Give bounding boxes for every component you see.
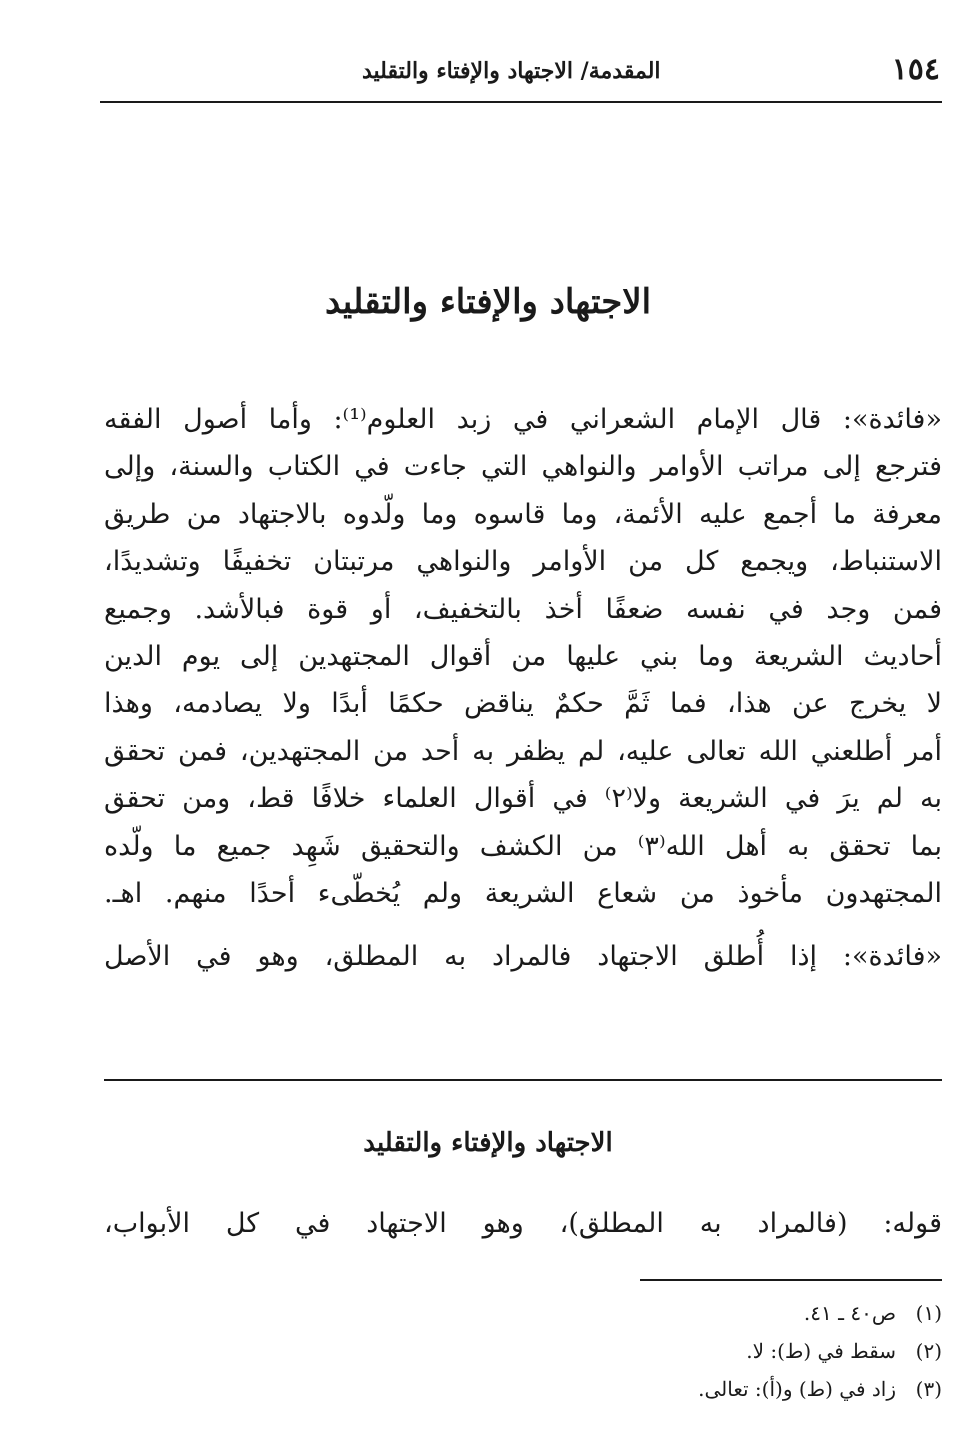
main-text <box>104 396 942 981</box>
commentary-text: قوله: (فالمراد به المطلق)، وهو الاجتهاد في كل الأبواب، <box>104 1208 942 1239</box>
commentary-divider <box>104 1079 942 1081</box>
text-line: «فائدة»: قال الإمام الشعراني في زبد العلوم⁽¹⁾: وأما أصول الفقه <box>104 404 942 435</box>
commentary-title: الاجتهاد والإفتاء والتقليد <box>363 1128 613 1158</box>
text-line: بما تحقق به أهل الله⁽٣⁾ من الكشف والتحقيق شَهِد جميع ما ولّده <box>104 830 942 862</box>
footnote <box>342 1370 942 1408</box>
footnote-divider <box>640 1279 942 1281</box>
text-line: المجتهدون مأخوذ من شعاع الشريعة ولم يُخطّىء أحدًا منهم. اهـ. <box>104 877 942 909</box>
footnote-number: (٣) <box>915 1377 942 1401</box>
text-line: أمر أطلعني الله تعالى عليه، لم يظفر به أحد من المجتهدين، فمن تحقق <box>104 735 942 767</box>
footnote-number: (٢) <box>915 1339 942 1363</box>
text-line: الاستنباط، ويجمع كل من الأوامر والنواهي مرتبتان تخفيفًا وتشديدًا، <box>104 546 942 578</box>
footnote-text: زاد في (ط) و(أ): تعالى. <box>698 1377 896 1401</box>
footnote-text: سقط في (ط): لا. <box>746 1339 896 1363</box>
header-divider <box>100 101 942 103</box>
footnote-text: ص٤٠ ـ ٤١. <box>803 1301 896 1325</box>
footnote <box>342 1332 942 1370</box>
running-header <box>100 44 942 94</box>
text-line: فمن وجد في نفسه ضعفًا أخذ بالتخفيف، أو قوة فبالأشد. وجميع <box>104 593 942 625</box>
text-line: به لم يرَ في الشريعة ولا⁽٢⁾ في أقوال العلماء خلافًا قط، ومن تحقق <box>104 783 942 815</box>
section-title: الاجتهاد والإفتاء والتقليد <box>324 282 652 322</box>
text-line: معرفة ما أجمع عليه الأئمة، وما قاسوه وما ولّدوه بالاجتهاد من طريق <box>104 498 942 530</box>
footnotes <box>342 1294 942 1408</box>
footnote <box>342 1294 942 1332</box>
running-title: المقدمة/ الاجتهاد والإفتاء والتقليد <box>362 58 661 84</box>
text-line: أحاديث الشريعة وما بني عليها من أقوال المجتهدين إلى يوم الدين <box>104 640 942 672</box>
text-line: فترجع إلى مراتب الأوامر والنواهي التي جاءت في الكتاب والسنة، وإلى <box>104 451 942 483</box>
second-benefit-line: «فائدة»: إذا أُطلق الاجتهاد فالمراد به المطلق، وهو في الأصل <box>104 941 942 973</box>
text-line: لا يخرج عن هذا، فما ثَمَّ حكمٌ يناقض حكمًا أبدًا ولا يصادمه، وهذا <box>104 688 942 720</box>
page-number: ١٥٤ <box>891 52 940 87</box>
footnote-number: (١) <box>915 1301 942 1325</box>
